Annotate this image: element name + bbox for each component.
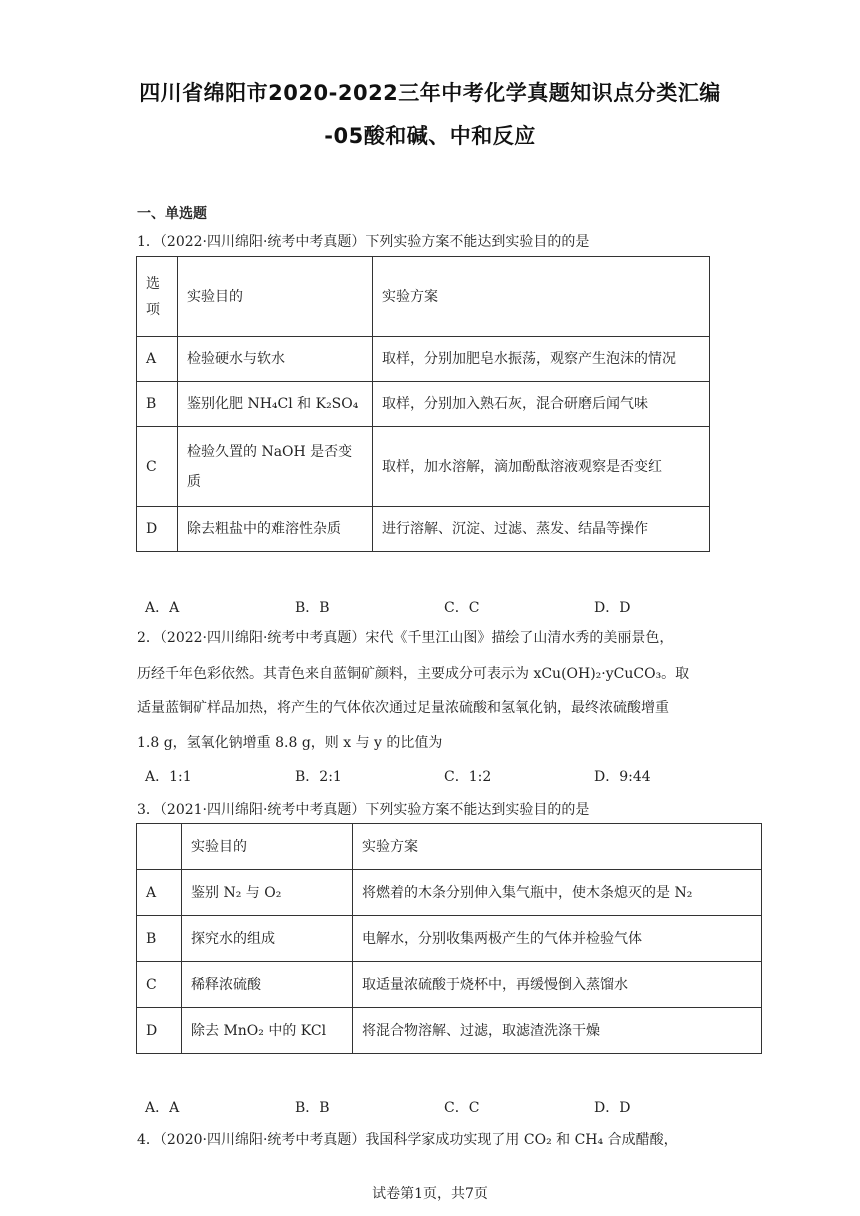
purpose-cell: 鉴别 N₂ 与 O₂ xyxy=(182,870,353,916)
header-purpose-cell: 实验目的 xyxy=(178,257,373,337)
option-cell: D xyxy=(137,1008,182,1054)
option-a[interactable]: A．A xyxy=(145,600,180,616)
option-b[interactable]: B．2:1 xyxy=(295,769,342,785)
option-cell: A xyxy=(137,870,182,916)
option-cell: D xyxy=(137,507,178,552)
question-2-line-2: 历经千年色彩依然。其青色来自蓝铜矿颜料，主要成分可表示为 xCu(OH)₂·yCuCO₃。取 xyxy=(137,666,690,682)
option-a[interactable]: A．A xyxy=(145,1100,180,1116)
table-row xyxy=(137,337,710,382)
table-row xyxy=(137,507,710,552)
option-b[interactable]: B．B xyxy=(295,1100,330,1116)
option-c[interactable]: C．C xyxy=(444,1100,480,1116)
option-cell: A xyxy=(137,337,178,382)
purpose-cell: 除去 MnO₂ 中的 KCl xyxy=(182,1008,353,1054)
header-plan-cell: 实验方案 xyxy=(353,824,762,870)
option-c[interactable]: C．C xyxy=(444,600,480,616)
purpose-cell: 除去粗盐中的难溶性杂质 xyxy=(178,507,373,552)
question-2-line-1: 2．（2022·四川绵阳·统考中考真题）宋代《千里江山图》描绘了山清水秀的美丽景色， xyxy=(137,630,674,646)
purpose-cell: 鉴别化肥 NH₄Cl 和 K₂SO₄ xyxy=(178,382,373,427)
question-4-stem: 4．（2020·四川绵阳·统考中考真题）我国科学家成功实现了用 CO₂ 和 CH₄ 合成醋酸， xyxy=(137,1132,678,1148)
question-3-stem: 3．（2021·四川绵阳·统考中考真题）下列实验方案不能达到实验目的的是 xyxy=(137,802,590,818)
plan-cell: 电解水，分别收集两极产生的气体并检验气体 xyxy=(353,916,762,962)
table-row xyxy=(137,382,710,427)
document-title-line2: -05酸和碱、中和反应 xyxy=(324,124,536,148)
question-3-table xyxy=(136,823,762,1054)
header-option-cell: 选项 xyxy=(137,257,178,337)
table-row xyxy=(137,1008,762,1054)
question-3-options xyxy=(145,1097,745,1117)
table-header-row xyxy=(137,257,710,337)
question-1-options xyxy=(145,597,745,617)
plan-cell: 进行溶解、沉淀、过滤、蒸发、结晶等操作 xyxy=(373,507,710,552)
header-plan-cell: 实验方案 xyxy=(373,257,710,337)
plan-cell: 取适量浓硫酸于烧杯中，再缓慢倒入蒸馏水 xyxy=(353,962,762,1008)
header-option-cell xyxy=(137,824,182,870)
option-cell: C xyxy=(137,962,182,1008)
question-2-options xyxy=(145,766,745,786)
option-b[interactable]: B．B xyxy=(295,600,330,616)
plan-cell: 取样，分别加肥皂水振荡，观察产生泡沫的情况 xyxy=(373,337,710,382)
plan-cell: 取样，加水溶解，滴加酚酞溶液观察是否变红 xyxy=(373,427,710,507)
option-a[interactable]: A．1:1 xyxy=(145,769,192,785)
option-cell: B xyxy=(137,916,182,962)
plan-cell: 将燃着的木条分别伸入集气瓶中，使木条熄灭的是 N₂ xyxy=(353,870,762,916)
plan-cell: 取样，分别加入熟石灰，混合研磨后闻气味 xyxy=(373,382,710,427)
table-row xyxy=(137,870,762,916)
purpose-cell: 稀释浓硫酸 xyxy=(182,962,353,1008)
table-row xyxy=(137,916,762,962)
table-header-row xyxy=(137,824,762,870)
option-c[interactable]: C．1:2 xyxy=(444,769,492,785)
option-d[interactable]: D．9:44 xyxy=(594,769,651,785)
option-d[interactable]: D．D xyxy=(594,600,631,616)
question-2-line-4: 1.8 g，氢氧化钠增重 8.8 g，则 x 与 y 的比值为 xyxy=(137,735,443,751)
purpose-cell: 检验久置的 NaOH 是否变质 xyxy=(178,427,373,507)
section-heading: 一、单选题 xyxy=(137,206,207,222)
option-d[interactable]: D．D xyxy=(594,1100,631,1116)
header-purpose-cell: 实验目的 xyxy=(182,824,353,870)
question-2-line-3: 适量蓝铜矿样品加热，将产生的气体依次通过足量浓硫酸和氢氧化钠，最终浓硫酸增重 xyxy=(137,700,669,716)
question-1-stem: 1．（2022·四川绵阳·统考中考真题）下列实验方案不能达到实验目的的是 xyxy=(137,234,590,250)
purpose-cell: 检验硬水与软水 xyxy=(178,337,373,382)
option-cell: B xyxy=(137,382,178,427)
table-row xyxy=(137,962,762,1008)
page-footer: 试卷第1页，共7页 xyxy=(372,1186,488,1202)
purpose-cell: 探究水的组成 xyxy=(182,916,353,962)
table-row xyxy=(137,427,710,507)
plan-cell: 将混合物溶解、过滤，取滤渣洗涤干燥 xyxy=(353,1008,762,1054)
option-cell: C xyxy=(137,427,178,507)
document-title-line1: 四川省绵阳市2020-2022三年中考化学真题知识点分类汇编 xyxy=(139,81,721,105)
question-1-table xyxy=(136,256,710,552)
